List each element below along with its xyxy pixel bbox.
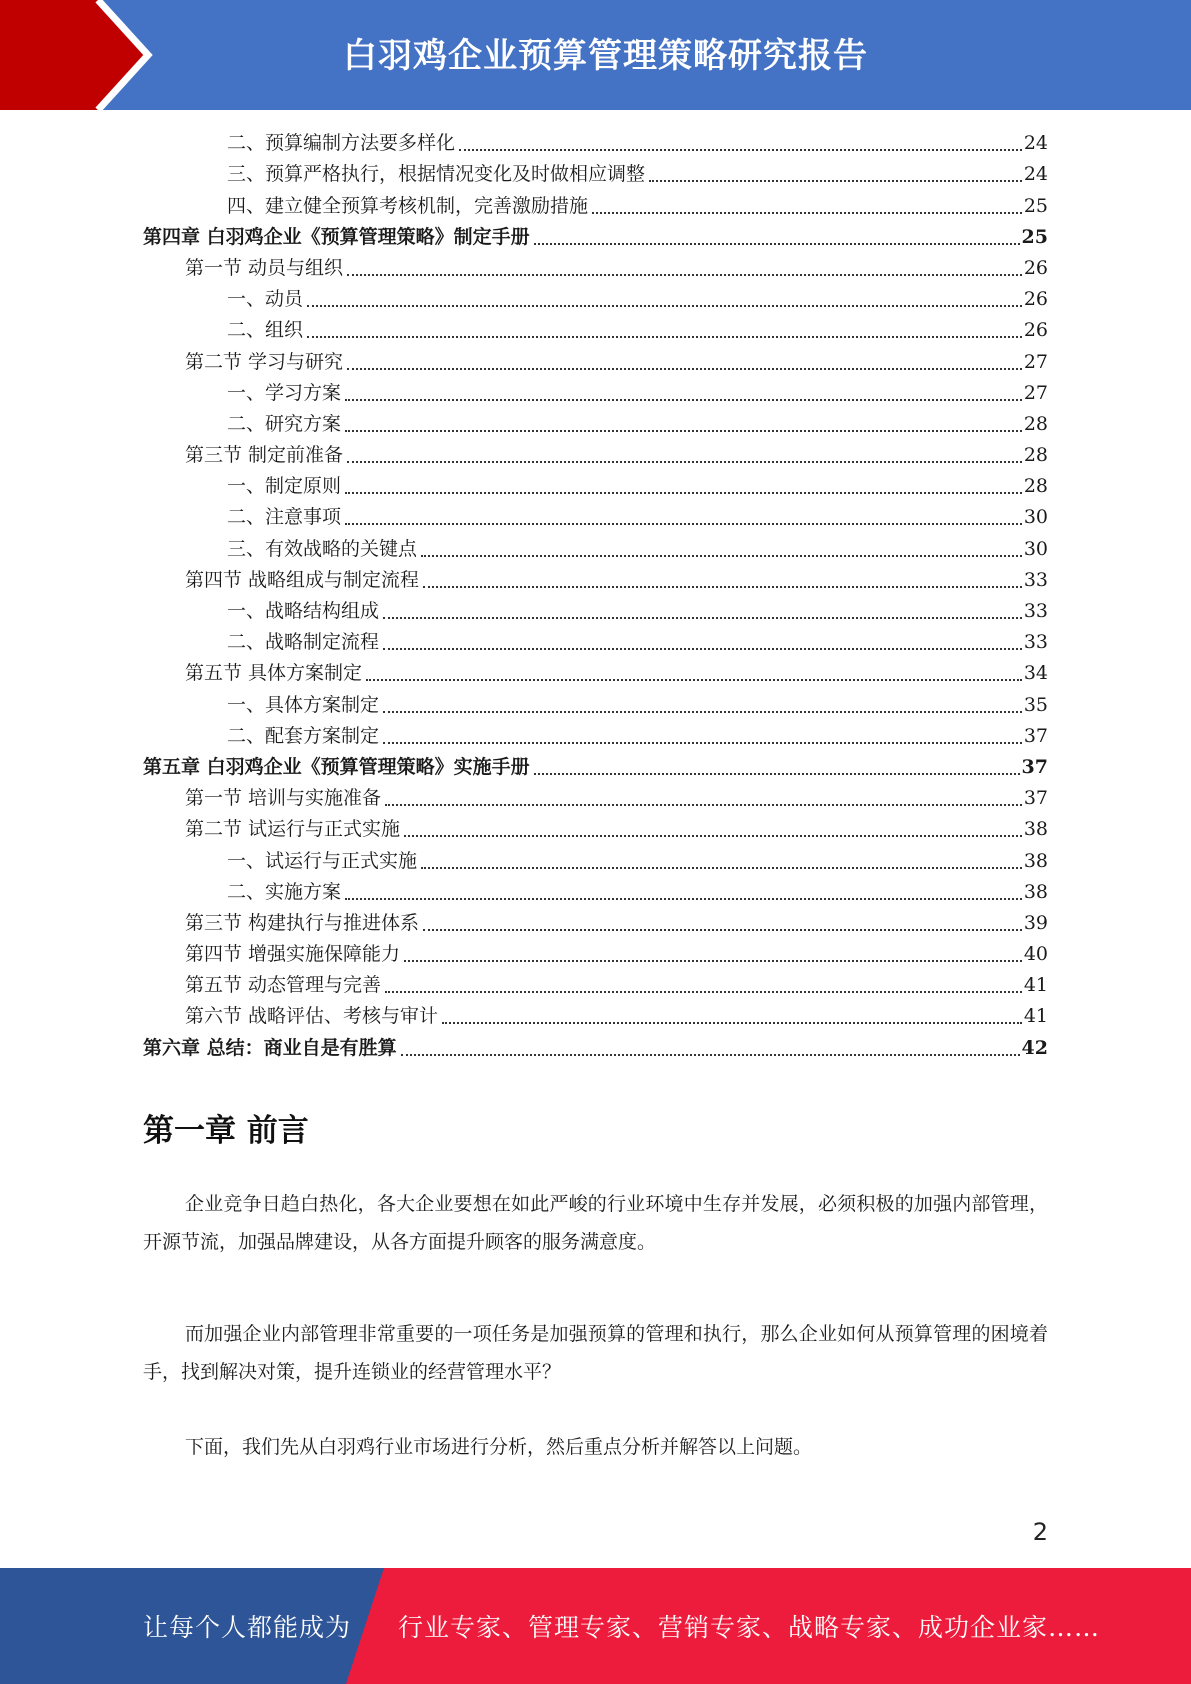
toc-entry[interactable] [143, 440, 1048, 471]
toc-entry[interactable] [143, 346, 1048, 377]
toc-entry-title: 二、注意事项 [227, 506, 342, 529]
toc-dot-leader [442, 1022, 1022, 1024]
toc-dot-leader [592, 212, 1022, 214]
toc-entry-page: 28 [1023, 475, 1048, 498]
toc-entry-title: 第四节 增强实施保障能力 [185, 943, 401, 966]
toc-entry[interactable] [143, 565, 1048, 596]
footer-banner [0, 1568, 1191, 1684]
toc-entry[interactable] [143, 502, 1048, 533]
toc-dot-leader [404, 835, 1022, 837]
toc-entry-page: 27 [1023, 350, 1048, 373]
toc-entry-title: 二、研究方案 [227, 412, 342, 435]
toc-entry-page: 38 [1023, 849, 1048, 872]
header-banner [0, 0, 1191, 110]
toc-entry[interactable] [143, 1001, 1048, 1032]
toc-entry-title: 二、预算编制方法要多样化 [227, 132, 456, 155]
toc-entry-title: 一、试运行与正式实施 [227, 849, 418, 872]
toc-entry-page: 25 [1023, 194, 1048, 217]
toc-dot-leader [366, 679, 1022, 681]
table-of-contents [143, 128, 1048, 1064]
page-number: 2 [1032, 1518, 1048, 1546]
toc-entry[interactable] [143, 1032, 1048, 1063]
toc-entry-page: 27 [1023, 381, 1048, 404]
toc-entry[interactable] [143, 627, 1048, 658]
toc-entry-page: 33 [1023, 600, 1048, 622]
toc-entry-page: 38 [1023, 880, 1048, 903]
toc-entry-page: 26 [1023, 256, 1048, 279]
toc-entry-page: 33 [1023, 631, 1048, 654]
toc-entry-title: 二、战略制定流程 [227, 631, 380, 654]
toc-dot-leader [383, 742, 1022, 744]
toc-entry-page: 41 [1023, 974, 1048, 997]
toc-entry[interactable] [143, 596, 1048, 627]
toc-entry-page: 40 [1023, 943, 1048, 966]
document-title: 白羽鸡企业预算管理策略研究报告 [343, 36, 868, 76]
toc-entry-title: 一、具体方案制定 [227, 693, 380, 716]
toc-entry-page: 30 [1023, 506, 1048, 529]
toc-entry-page: 35 [1023, 693, 1048, 716]
toc-dot-leader [404, 960, 1022, 962]
toc-entry-page: 34 [1023, 662, 1048, 685]
toc-entry[interactable] [143, 658, 1048, 689]
toc-dot-leader [534, 773, 1020, 775]
toc-entry-title: 一、动员 [227, 288, 304, 311]
toc-entry[interactable] [143, 471, 1048, 502]
toc-entry[interactable] [143, 378, 1048, 409]
toc-entry[interactable] [143, 939, 1048, 970]
toc-entry-title: 第六章 总结：商业自是有胜算 [143, 1036, 397, 1059]
paragraph-3: 下面，我们先从白羽鸡行业市场进行分析，然后重点分析并解答以上问题。 [185, 1436, 813, 1458]
toc-entry-page: 42 [1021, 1036, 1048, 1059]
toc-entry[interactable] [143, 783, 1048, 814]
toc-entry[interactable] [143, 752, 1048, 783]
toc-dot-leader [347, 461, 1022, 463]
toc-entry-page: 26 [1023, 319, 1048, 342]
toc-entry-page: 28 [1023, 412, 1048, 435]
toc-dot-leader [307, 336, 1022, 338]
toc-entry[interactable] [143, 409, 1048, 440]
toc-entry-page: 24 [1023, 163, 1048, 186]
toc-entry-title: 第三节 制定前准备 [185, 444, 344, 467]
toc-entry[interactable] [143, 315, 1048, 346]
toc-entry-page: 41 [1023, 1005, 1048, 1028]
toc-entry-page: 24 [1023, 132, 1048, 155]
toc-dot-leader [345, 399, 1022, 401]
footer-slogan-right: 行业专家、管理专家、营销专家、战略专家、成功企业家…… [398, 1613, 1101, 1642]
toc-dot-leader [385, 804, 1022, 806]
toc-entry-title: 第二节 学习与研究 [185, 350, 344, 373]
toc-entry-title: 第一节 培训与实施准备 [185, 787, 382, 810]
toc-entry[interactable] [143, 814, 1048, 845]
toc-entry[interactable] [143, 284, 1048, 315]
toc-dot-leader [459, 149, 1022, 151]
toc-dot-leader [345, 492, 1022, 494]
toc-dot-leader [421, 867, 1022, 869]
toc-entry-title: 第一节 动员与组织 [185, 256, 344, 279]
paragraph-1: 企业竞争日趋白热化，各大企业要想在如此严峻的行业环境中生存并发展，必须积极的加强内部管理，开源节流，加强品牌建设，从各方面提升顾客的服务满意度。 [143, 1193, 1048, 1253]
toc-dot-leader [401, 1054, 1020, 1056]
toc-entry-title: 第六节 战略评估、考核与审计 [185, 1005, 439, 1028]
toc-dot-leader [347, 368, 1022, 370]
toc-entry-title: 第四节 战略组成与制定流程 [185, 568, 420, 591]
toc-entry-title: 一、制定原则 [227, 475, 342, 498]
toc-entry-title: 三、有效战略的关键点 [227, 537, 418, 560]
toc-entry-page: 28 [1023, 444, 1048, 467]
toc-entry-page: 38 [1023, 818, 1048, 841]
toc-dot-leader [383, 711, 1022, 713]
toc-entry[interactable] [143, 845, 1048, 876]
toc-entry[interactable] [143, 253, 1048, 284]
toc-entry[interactable] [143, 533, 1048, 564]
toc-entry-title: 一、战略结构组成 [227, 600, 380, 622]
toc-dot-leader [383, 648, 1022, 650]
toc-entry[interactable] [143, 721, 1048, 752]
toc-entry-title: 二、配套方案制定 [227, 724, 380, 747]
toc-entry-page: 37 [1023, 787, 1048, 810]
toc-dot-leader [649, 180, 1022, 182]
toc-entry-title: 一、学习方案 [227, 381, 342, 404]
toc-entry-title: 二、组织 [227, 319, 304, 342]
toc-entry-title: 四、建立健全预算考核机制，完善激励措施 [227, 194, 589, 217]
paragraph-2: 而加强企业内部管理非常重要的一项任务是加强预算的管理和执行，那么企业如何从预算管理的困境着手，找到解决对策，提升连锁业的经营管理水平？ [143, 1323, 1048, 1383]
toc-dot-leader [383, 617, 1022, 619]
toc-entry[interactable] [143, 908, 1048, 939]
toc-entry[interactable] [143, 222, 1048, 253]
toc-entry-page: 39 [1023, 911, 1048, 934]
toc-dot-leader [345, 523, 1022, 525]
toc-entry[interactable] [143, 689, 1048, 720]
toc-entry-title: 第二节 试运行与正式实施 [185, 818, 401, 841]
toc-entry-title: 二、实施方案 [227, 880, 342, 903]
chapter-heading: 第一章 前言 [143, 1113, 309, 1149]
toc-entry-page: 33 [1023, 568, 1048, 591]
toc-dot-leader [423, 586, 1022, 588]
toc-entry-title: 三、预算严格执行，根据情况变化及时做相应调整 [227, 163, 646, 186]
toc-dot-leader [307, 305, 1022, 307]
footer-slogan-left: 让每个人都能成为 [143, 1613, 352, 1642]
toc-entry-page: 37 [1021, 755, 1048, 778]
toc-entry[interactable] [143, 877, 1048, 908]
toc-entry-title: 第四章 白羽鸡企业《预算管理策略》制定手册 [143, 225, 530, 248]
toc-dot-leader [345, 898, 1022, 900]
toc-dot-leader [423, 929, 1022, 931]
toc-entry-page: 37 [1023, 724, 1048, 747]
toc-dot-leader [385, 991, 1022, 993]
toc-dot-leader [347, 274, 1022, 276]
toc-entry-title: 第五章 白羽鸡企业《预算管理策略》实施手册 [143, 755, 530, 778]
toc-entry[interactable] [143, 190, 1048, 221]
toc-entry-title: 第五节 动态管理与完善 [185, 974, 382, 997]
toc-entry[interactable] [143, 159, 1048, 190]
toc-entry-page: 30 [1023, 537, 1048, 560]
toc-entry-title: 第五节 具体方案制定 [185, 662, 363, 685]
toc-entry[interactable] [143, 970, 1048, 1001]
toc-dot-leader [421, 555, 1022, 557]
toc-entry-title: 第三节 构建执行与推进体系 [185, 911, 420, 934]
toc-entry[interactable] [143, 128, 1048, 159]
toc-dot-leader [534, 243, 1020, 245]
toc-dot-leader [345, 430, 1022, 432]
toc-entry-page: 26 [1023, 288, 1048, 311]
toc-entry-page: 25 [1021, 225, 1048, 248]
